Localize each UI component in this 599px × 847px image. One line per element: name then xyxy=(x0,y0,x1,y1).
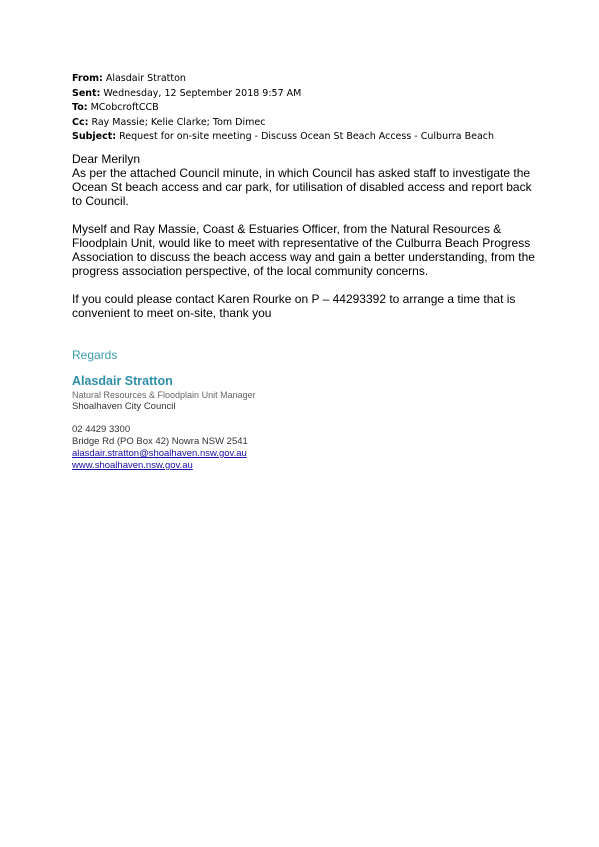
subject-label: Subject: xyxy=(72,131,117,142)
to-row xyxy=(72,101,572,116)
to-label: To: xyxy=(72,102,88,113)
signature-title: Natural Resources & Floodplain Unit Manager xyxy=(72,390,256,400)
cc-value: Ray Massie; Kelie Clarke; Tom Dimec xyxy=(91,116,266,128)
signature-email-link[interactable]: alasdair.stratton@shoalhaven.nsw.gov.au xyxy=(72,448,247,459)
from-label: From: xyxy=(72,73,103,84)
to-value: MCobcroftCCB xyxy=(90,102,159,113)
cc-label: Cc: xyxy=(72,116,89,128)
signature-address: Bridge Rd (PO Box 42) Nowra NSW 2541 xyxy=(72,436,248,447)
sent-value: Wednesday, 12 September 2018 9:57 AM xyxy=(103,87,302,99)
salutation: Dear Merilyn xyxy=(72,152,141,166)
email-signature xyxy=(72,374,472,472)
signature-name: Alasdair Stratton xyxy=(72,374,173,388)
from-row xyxy=(72,72,572,87)
email-body xyxy=(72,152,542,334)
sent-row xyxy=(72,87,572,102)
signature-organisation: Shoalhaven City Council xyxy=(72,401,176,412)
subject-row xyxy=(72,130,572,145)
body-paragraph-1: As per the attached Council minute, in which Council has asked staff to investigate the Ocean St beach access and car park, for utilisation of disabled access and report back to Council. xyxy=(72,166,532,208)
cc-row xyxy=(72,116,572,131)
closing-regards: Regards xyxy=(72,348,118,362)
sent-label: Sent: xyxy=(72,87,101,99)
from-value: Alasdair Stratton xyxy=(105,73,186,84)
subject-value: Request for on-site meeting - Discuss Ocean St Beach Access - Culburra Beach xyxy=(119,131,495,142)
signature-phone: 02 4429 3300 xyxy=(72,424,131,435)
signature-website-link[interactable]: www.shoalhaven.nsw.gov.au xyxy=(72,460,193,471)
email-header xyxy=(72,72,572,145)
body-paragraph-2: Myself and Ray Massie, Coast & Estuaries Officer, from the Natural Resources & Floodplain Unit, would like to meet with representative of the Culburra Beach Progress Association to discuss the beach access way and gain a better understanding, from the progress association perspective, of the local community concerns. xyxy=(72,222,535,278)
body-paragraph-3: If you could please contact Karen Rourke on P – 44293392 to arrange a time that is convenient to meet on-site, thank you xyxy=(72,292,516,320)
